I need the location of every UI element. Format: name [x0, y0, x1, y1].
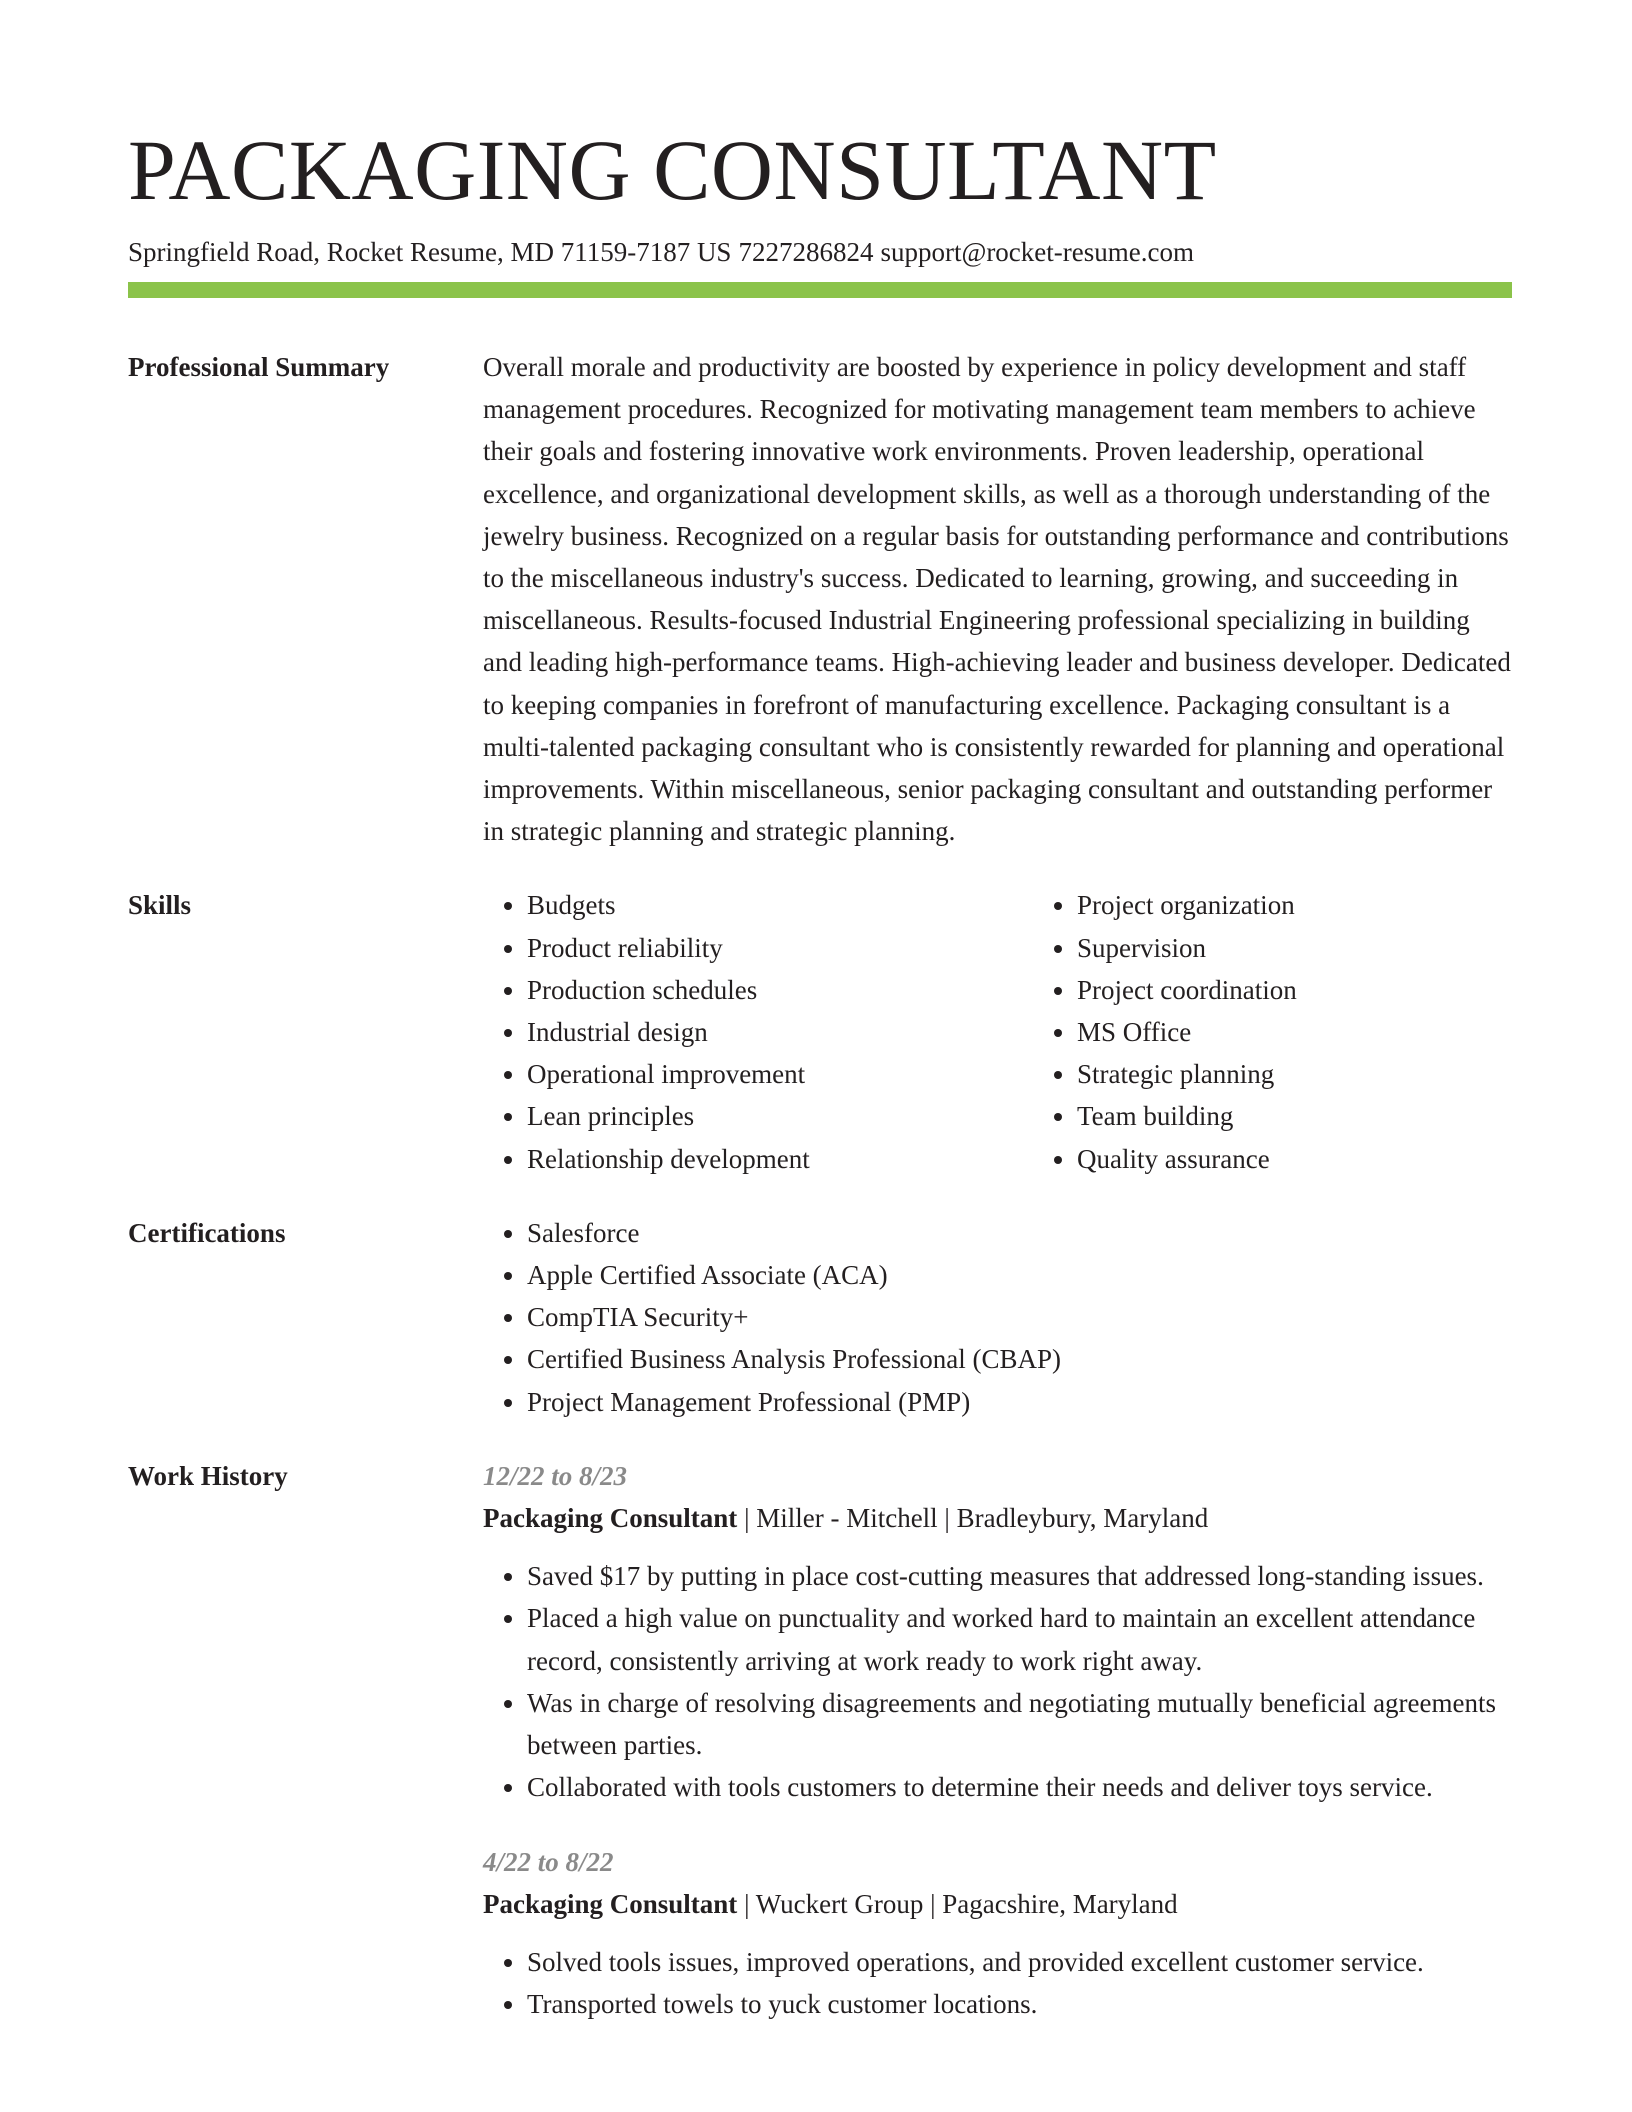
list-item: • Placed a high value on punctuality and worked hard to maintain an excellent attendance record, consistently arriving at work ready to work right away.	[527, 1597, 1512, 1681]
contact-email: support@rocket-resume.com	[880, 237, 1194, 267]
certifications-section	[128, 1212, 1512, 1423]
list-item: • MS Office	[1077, 1011, 1583, 1053]
list-item: • Collaborated with tools customers to determine their needs and deliver toys service.	[527, 1766, 1512, 1808]
list-item: • Budgets	[527, 884, 1033, 926]
list-item: • Project organization	[1077, 884, 1583, 926]
job-title: Packaging Consultant	[483, 1503, 738, 1534]
job-dates: 12/22 to 8/23	[483, 1460, 628, 1491]
list-item: • Solved tools issues, improved operations, and provided excellent customer service.	[527, 1941, 1512, 1983]
contact-address: Springfield Road, Rocket Resume, MD 71159-7187 US	[128, 237, 732, 267]
summary-section	[128, 346, 1512, 852]
job-company-location: | Wuckert Group | Pagacshire, Maryland	[737, 1888, 1178, 1919]
work-history-section	[128, 1455, 1512, 2025]
section-title-work-history: Work History	[128, 1460, 288, 1491]
list-item: • CompTIA Security+	[527, 1296, 1512, 1338]
section-title-certifications: Certifications	[128, 1217, 286, 1248]
skills-list-left	[483, 884, 1033, 1179]
list-item: • Certified Business Analysis Professional (CBAP)	[527, 1338, 1512, 1380]
job-dates: 4/22 to 8/22	[483, 1846, 614, 1877]
job-bullets	[483, 1555, 1512, 1808]
list-item: • Product reliability	[527, 927, 1033, 969]
list-item: • Relationship development	[527, 1138, 1033, 1180]
list-item: • Transported towels to yuck customer locations.	[527, 1983, 1512, 2025]
job-entry	[483, 1841, 1512, 2026]
list-item: • Apple Certified Associate (ACA)	[527, 1254, 1512, 1296]
summary-text: Overall morale and productivity are boosted by experience in policy development and staff management procedures. Recognized for motivating management team members to achieve their goals and fostering innovative work environments. Proven leadership, operational excellence, and organizational development skills, as well as a thorough understanding of the jewelry business. Recognized on a regular basis for outstanding performance and contributions to the miscellaneous industry's success. Dedicated to learning, growing, and succeeding in miscellaneous. Results-focused Industrial Engineering professional specializing in building and leading high-performance teams. High-achieving leader and business developer. Dedicated to keeping companies in forefront of manufacturing excellence. Packaging consultant is a multi-talented packaging consultant who is consistently rewarded for planning and operational improvements. Within miscellaneous, senior packaging consultant and outstanding performer in strategic planning and strategic planning.	[483, 352, 1511, 847]
contact-line	[128, 234, 1512, 270]
job-bullets	[483, 1941, 1512, 2025]
job-heading	[483, 1883, 1512, 1925]
list-item: • Was in charge of resolving disagreements and negotiating mutually beneficial agreements between parties.	[527, 1682, 1512, 1766]
list-item: • Lean principles	[527, 1095, 1033, 1137]
certifications-list	[483, 1212, 1512, 1423]
list-item: • Project coordination	[1077, 969, 1583, 1011]
section-title-skills: Skills	[128, 890, 192, 921]
list-item: • Operational improvement	[527, 1053, 1033, 1095]
skills-section	[128, 884, 1512, 1179]
header-divider	[128, 282, 1512, 298]
list-item: • Saved $17 by putting in place cost-cutting measures that addressed long-standing issues.	[527, 1555, 1512, 1597]
skills-columns	[483, 884, 1583, 1179]
list-item: • Supervision	[1077, 927, 1583, 969]
job-entry	[483, 1455, 1512, 1809]
list-item: • Salesforce	[527, 1212, 1512, 1254]
list-item: • Production schedules	[527, 969, 1033, 1011]
contact-phone: 7227286824	[738, 237, 874, 267]
list-item: • Industrial design	[527, 1011, 1033, 1053]
job-title: Packaging Consultant	[483, 1888, 738, 1919]
list-item: • Team building	[1077, 1095, 1583, 1137]
candidate-name: PACKAGING CONSULTANT	[128, 122, 1217, 218]
skills-list-right	[1033, 884, 1583, 1179]
list-item: • Strategic planning	[1077, 1053, 1583, 1095]
list-item: • Project Management Professional (PMP)	[527, 1381, 1512, 1423]
job-heading	[483, 1497, 1512, 1539]
list-item: • Quality assurance	[1077, 1138, 1583, 1180]
resume-page	[128, 120, 1512, 2025]
job-company-location: | Miller - Mitchell | Bradleybury, Maryland	[737, 1503, 1209, 1534]
section-title-summary: Professional Summary	[128, 352, 390, 382]
